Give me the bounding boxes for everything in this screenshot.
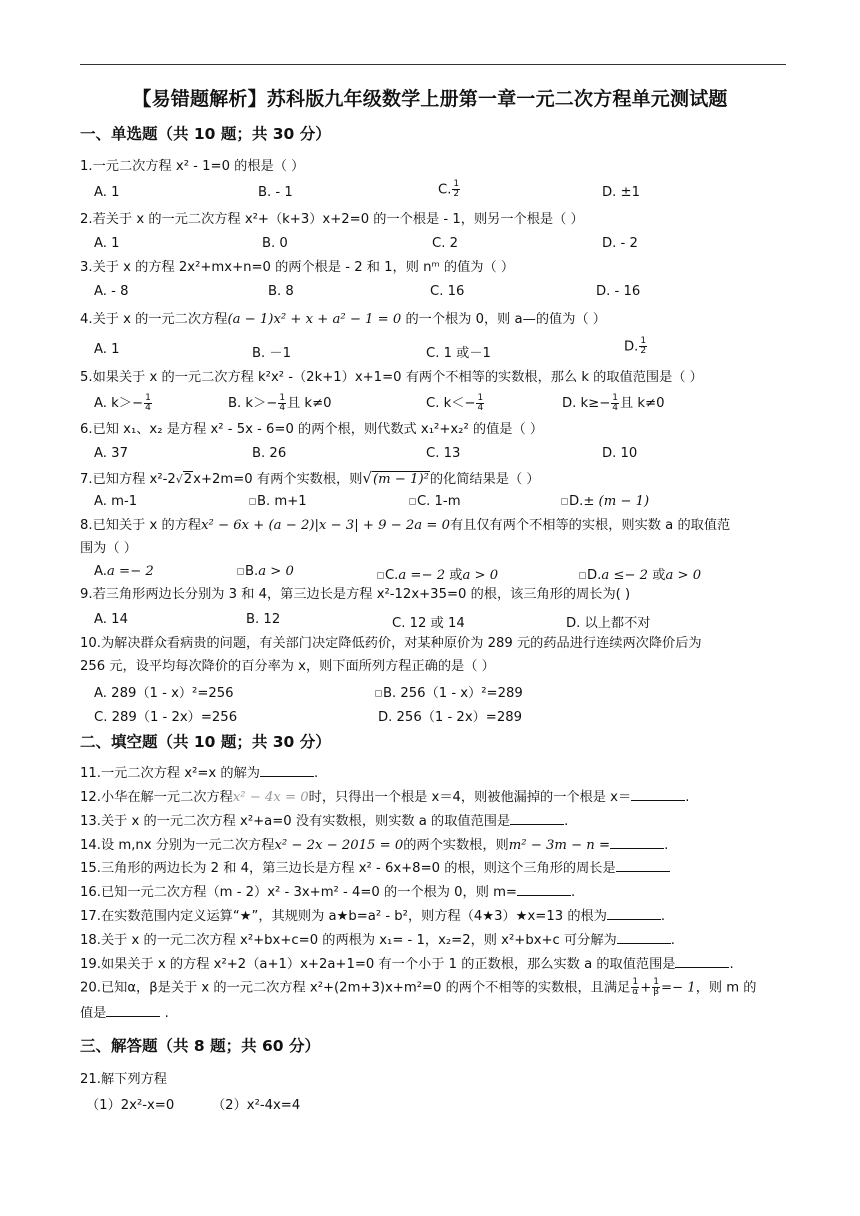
q8-option-a: A.a =− 2 [94, 564, 154, 579]
q9-option-c: C. 12 或 14 [392, 616, 465, 631]
q3-option-b: B. 8 [268, 284, 294, 299]
q8-option-b: ▫B.a > 0 [236, 564, 294, 579]
q6-option-b: B. 26 [252, 446, 287, 461]
section-heading-solve: 三、解答题（共 8 题；共 60 分） [80, 1037, 320, 1055]
q5-option-a: A. k＞− $\frac{1}{4}$ [94, 392, 151, 413]
answer-blank [106, 1004, 160, 1017]
q2-option-b: B. 0 [262, 236, 288, 251]
question-21: 21.解下列方程 [80, 1072, 167, 1087]
q2-option-c: C. 2 [432, 236, 458, 251]
answer-blank [517, 883, 571, 896]
q4-option-c: C. 1 或－1 [426, 346, 491, 361]
q6-option-c: C. 13 [426, 446, 461, 461]
question-7: 7.已知方程 x²-2√2x+2m=0 有两个实数根，则√(m − 1)²的化简结果是（ ） [80, 469, 540, 487]
section-heading-fill-blank: 二、填空题（共 10 题；共 30 分） [80, 733, 331, 751]
q1-option-b: B. - 1 [258, 185, 293, 200]
question-17: 17.在实数范围内定义运算“★”，其规则为 a★b=a² - b²，则方程（4★3）★x=13 的根为 . [80, 909, 666, 924]
answer-blank [631, 788, 685, 801]
question-9: 9.若三角形两边长分别为 3 和 4，第三边长是方程 x²-12x+35=0 的根，该三角形的周长为( ) [80, 587, 631, 602]
section-heading-single-choice: 一、单选题（共 10 题；共 30 分） [80, 125, 331, 143]
question-13: 13.关于 x 的一元二次方程 x²+a=0 没有实数根，则实数 a 的取值范围是 . [80, 814, 569, 829]
answer-blank [675, 955, 729, 968]
q5-option-c: C. k＜− $\frac{1}{4}$ [426, 392, 484, 413]
question-11: 11.一元二次方程 x²=x 的解为 . [80, 766, 319, 781]
q4-option-b: B. －1 [252, 346, 292, 361]
question-4: 4.关于 x 的一元二次方程(a − 1)x² + x + a² − 1 = 0 的一个根为 0，则 a—的值为（ ） [80, 312, 606, 327]
q3-option-c: C. 16 [430, 284, 465, 299]
q3-option-a: A. - 8 [94, 284, 129, 299]
top-rule [80, 64, 786, 65]
q1-option-d: D. ±1 [602, 185, 640, 200]
question-20-line-2: 值是 . [80, 1006, 169, 1021]
question-5: 5.如果关于 x 的一元二次方程 k²x² -（2k+1）x+1=0 有两个不相等的实数根，那么 k 的取值范围是（ ） [80, 370, 703, 385]
q21-part-2: （2）x²-4x=4 [212, 1098, 301, 1113]
q3-option-d: D. - 16 [596, 284, 641, 299]
answer-blank [617, 931, 671, 944]
question-2: 2.若关于 x 的一元二次方程 x²+（k+3）x+2=0 的一个根是 - 1，则另一个根是（ ） [80, 212, 584, 227]
q7-option-d: ▫D.± (m − 1) [560, 494, 650, 509]
q21-part-1: （1）2x²-x=0 [86, 1098, 175, 1113]
q4-option-d: D. $\frac{1}{2}$ [624, 336, 647, 356]
q2-option-d: D. - 2 [602, 236, 638, 251]
question-20-line-1: 20.已知α，β是关于 x 的一元二次方程 x²+(2m+3)x+m²=0 的两个不相等的实数根，且满足 $\frac{1}{\alpha}$ + $\frac{1}{\beta}$ =− 1，则 m 的 [80, 977, 757, 997]
question-8-line-2: 围为（ ） [80, 541, 137, 556]
q10-option-b: ▫B. 256（1 - x）²=289 [374, 686, 523, 701]
question-10-line-1: 10.为解决群众看病贵的问题，有关部门决定降低药价，对某种原价为 289 元的药品进行连续两次降价后为 [80, 636, 702, 651]
page-title: 【易错题解析】苏科版九年级数学上册第一章一元二次方程单元测试题 [132, 88, 728, 110]
q1-option-c: C. $\frac{1}{2}$ [438, 179, 460, 199]
q8-option-d: ▫D.a ≤− 2 或a > 0 [578, 568, 702, 583]
question-6: 6.已知 x₁、x₂ 是方程 x² - 5x - 6=0 的两个根，则代数式 x₁²+x₂² 的值是（ ） [80, 422, 544, 437]
question-14: 14.设 m,nx 分别为一元二次方程x² − 2x − 2015 = 0的两个实数根，则m² − 3m − n = . [80, 838, 669, 853]
q8-option-c: ▫C.a =− 2 或a > 0 [376, 568, 499, 583]
question-19: 19.如果关于 x 的方程 x²+2（a+1）x+2a+1=0 有一个小于 1 的正数根，那么实数 a 的取值范围是 . [80, 957, 734, 972]
question-15: 15.三角形的两边长为 2 和 4，第三边长是方程 x² - 6x+8=0 的根，则这个三角形的周长是 [80, 859, 790, 879]
q6-option-d: D. 10 [602, 446, 638, 461]
q6-option-a: A. 37 [94, 446, 128, 461]
q7-option-a: A. m-1 [94, 494, 138, 509]
q5-option-b: B. k＞− $\frac{1}{4}$ 且 k≠0 [228, 392, 332, 413]
question-1: 1.一元二次方程 x² - 1=0 的根是（ ） [80, 159, 305, 174]
answer-blank [616, 859, 670, 872]
q10-option-c: C. 289（1 - 2x）=256 [94, 710, 238, 725]
q10-option-d: D. 256（1 - 2x）=289 [378, 710, 523, 725]
q4-option-a: A. 1 [94, 342, 120, 357]
answer-blank [260, 764, 314, 777]
question-18: 18.关于 x 的一元二次方程 x²+bx+c=0 的两根为 x₁= - 1，x₂=2，则 x²+bx+c 可分解为 . [80, 933, 675, 948]
q7-option-b: ▫B. m+1 [248, 494, 307, 509]
q9-option-a: A. 14 [94, 612, 128, 627]
question-12: 12.小华在解一元二次方程x² − 4x = 0时，只得出一个根是 x＝4，则被他漏掉的一个根是 x＝ . [80, 790, 690, 805]
question-3: 3.关于 x 的方程 2x²+mx+n=0 的两个根是 - 2 和 1，则 nᵐ 的值为（ ） [80, 260, 515, 275]
fraction: $\frac{1}{2}$ [453, 179, 460, 199]
q1-option-a: A. 1 [94, 185, 120, 200]
answer-blank [510, 812, 564, 825]
answer-blank [610, 836, 664, 849]
question-8-line-1: 8.已知关于 x 的方程x² − 6x + (a − 2)|x − 3| + 9 − 2a = 0有且仅有两个不相等的实根，则实数 a 的取值范 [80, 518, 731, 533]
answer-blank [607, 907, 661, 920]
q10-option-a: A. 289（1 - x）²=256 [94, 686, 234, 701]
question-16: 16.已知一元二次方程（m - 2）x² - 3x+m² - 4=0 的一个根为 0，则 m= . [80, 885, 576, 900]
q7-option-c: ▫C. 1-m [408, 494, 461, 509]
q9-option-b: B. 12 [246, 612, 281, 627]
q2-option-a: A. 1 [94, 236, 120, 251]
question-10-line-2: 256 元，设平均每次降价的百分率为 x，则下面所列方程正确的是（ ） [80, 659, 495, 674]
q9-option-d: D. 以上都不对 [566, 616, 651, 631]
q5-option-d: D. k≥− $\frac{1}{4}$ 且 k≠0 [562, 392, 665, 413]
fraction: $\frac{1}{2}$ [640, 336, 647, 356]
